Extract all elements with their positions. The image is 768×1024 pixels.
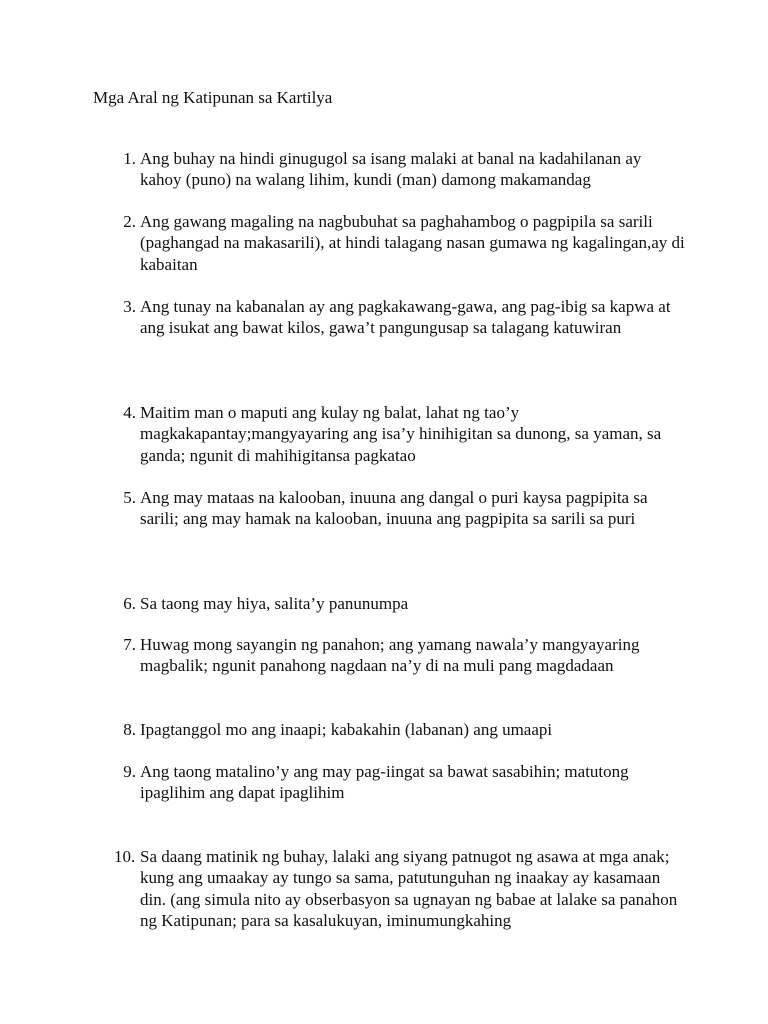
list-item-text: Ang may mataas na kalooban, inuuna ang dangal o puri kaysa pagpipita sa sarili; ang may hamak na kalooban, inuuna ang pagpipita sa sarili sa puri [140, 488, 648, 529]
list-item-text: Ang gawang magaling na nagbubuhat sa paghahambog o pagpipila sa sarili (paghangad na makasarili), at hindi talagang nasan gumawa ng kagalingan,ay di kabaitan [140, 212, 685, 274]
list-item-number: 8. [123, 720, 136, 739]
list-item-number: 6. [123, 594, 136, 613]
document-title: Mga Aral ng Katipunan sa Kartilya [93, 88, 333, 107]
list-item-text: Ang tunay na kabanalan ay ang pagkakawang-gawa, ang pag-ibig sa kapwa at ang isukat ang bawat kilos, gawa’t pangungusap sa talagang katuwiran [140, 297, 671, 338]
list-item-text: Maitim man o maputi ang kulay ng balat, lahat ng tao’y magkakapantay;mangyayaring ang isa’y hinihigitan sa dunong, sa yaman, sa ganda; ngunit di mahihigitansa pagkatao [140, 403, 662, 465]
list-item-text: Sa taong may hiya, salita’y panunumpa [140, 594, 409, 613]
list-item-number: 7. [123, 635, 136, 654]
list-item-text: Ang taong matalino’y ang may pag-iingat sa bawat sasabihin; matutong ipaglihim ang dapat ipaglihim [140, 762, 629, 803]
list-item-number: 1. [123, 149, 136, 168]
list-item-text: Ang buhay na hindi ginugugol sa isang malaki at banal na kadahilanan ay kahoy (puno) na walang lihim, kundi (man) damong makamandag [140, 149, 642, 190]
list-item-number: 3. [123, 297, 136, 316]
list-item-number: 4. [123, 403, 136, 422]
list-item-text: Huwag mong sayangin ng panahon; ang yamang nawala’y mangyayaring magbalik; ngunit panahong nagdaan na’y di na muli pang magdadaan [140, 635, 640, 676]
list-item-number: 10. [114, 847, 136, 866]
list-item-number: 5. [123, 488, 136, 507]
list-item-text: Sa daang matinik ng buhay, lalaki ang siyang patnugot ng asawa at mga anak; kung ang umaakay ay tungo sa sama, patutunguhan ng inaakay ay kasamaan din. (ang simula nito ay obserbasyon sa ugnayan ng babae at lalake sa panahon ng Katipunan; para sa kasalukuyan, iminumungkahing [140, 847, 678, 930]
list-item-number: 2. [123, 212, 136, 231]
list-item-text: Ipagtanggol mo ang inaapi; kabakahin (labanan) ang umaapi [140, 720, 553, 739]
list-item-number: 9. [123, 762, 136, 781]
